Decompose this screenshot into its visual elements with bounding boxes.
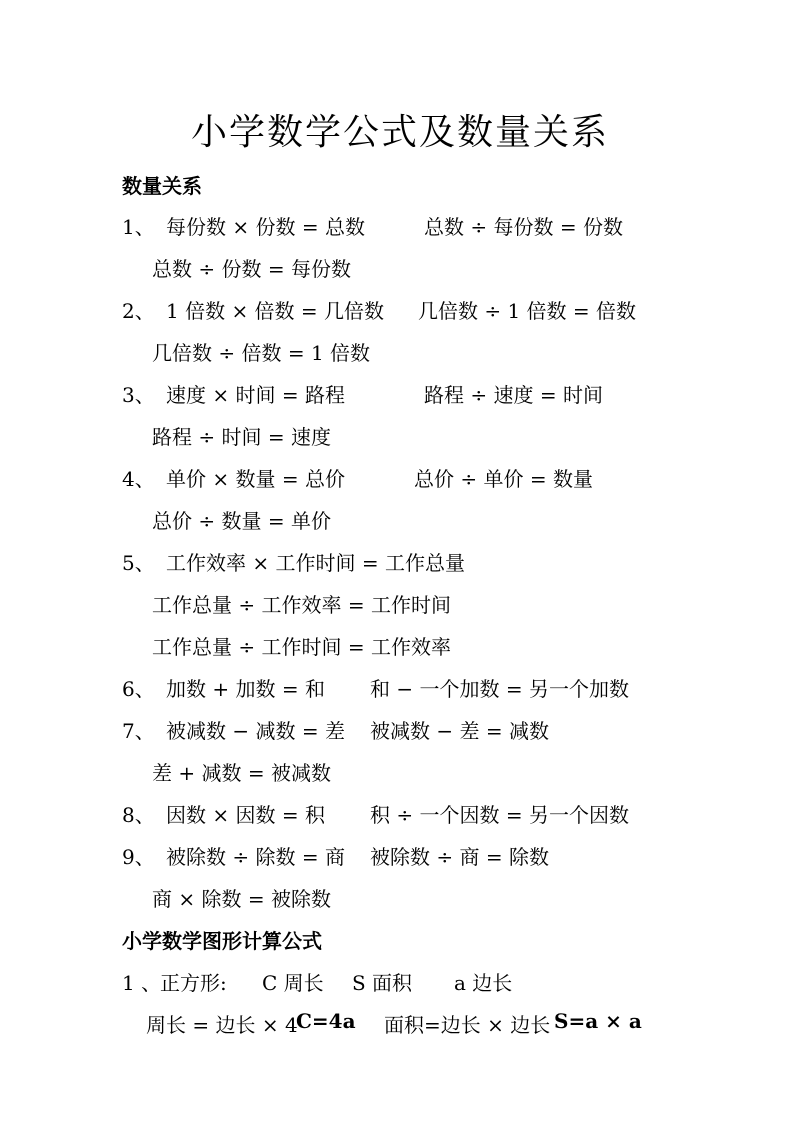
formula: 被减数 − 差 = 减数	[370, 719, 549, 743]
area-symbol: S 面积	[352, 971, 413, 995]
formula: 每份数 × 份数 = 总数	[166, 215, 365, 239]
section-heading-geometry-formulas: 小学数学图形计算公式	[122, 929, 322, 953]
formula: 被减数 − 减数 = 差	[166, 719, 345, 743]
formula: 工作效率 × 工作时间 = 工作总量	[166, 551, 465, 575]
formula: 速度 × 时间 = 路程	[166, 383, 345, 407]
formula: 工作总量 ÷ 工作效率 = 工作时间	[152, 593, 451, 617]
item-number: 1 、	[122, 971, 162, 995]
item-number: 8、	[122, 803, 155, 827]
formula: 几倍数 ÷ 1 倍数 = 倍数	[418, 299, 637, 323]
formula: 单价 × 数量 = 总价	[166, 467, 345, 491]
formula: 被除数 ÷ 除数 = 商	[166, 845, 345, 869]
side-symbol: a 边长	[454, 971, 513, 995]
formula: 路程 ÷ 时间 = 速度	[152, 425, 331, 449]
formula: 1 倍数 × 倍数 = 几倍数	[166, 299, 385, 323]
formula: 总价 ÷ 单价 = 数量	[414, 467, 593, 491]
formula: 加数 + 加数 = 和	[166, 677, 325, 701]
area-formula: S=a × a	[554, 1009, 642, 1033]
perimeter-text: 周长 = 边长 × 4	[146, 1013, 298, 1037]
item-number: 2、	[122, 299, 155, 323]
item-number: 5、	[122, 551, 155, 575]
formula: 总数 ÷ 份数 = 每份数	[152, 257, 351, 281]
formula: 积 ÷ 一个因数 = 另一个因数	[370, 803, 629, 827]
shape-label: 正方形:	[160, 971, 227, 995]
item-number: 9、	[122, 845, 155, 869]
formula: 几倍数 ÷ 倍数 = 1 倍数	[152, 341, 371, 365]
formula: 因数 × 因数 = 积	[166, 803, 325, 827]
page-title: 小学数学公式及数量关系	[190, 112, 609, 153]
item-number: 6、	[122, 677, 155, 701]
formula: 商 × 除数 = 被除数	[152, 887, 331, 911]
item-number: 7、	[122, 719, 155, 743]
item-number: 1、	[122, 215, 155, 239]
item-number: 4、	[122, 467, 155, 491]
formula: 被除数 ÷ 商 = 除数	[370, 845, 549, 869]
formula: 工作总量 ÷ 工作时间 = 工作效率	[152, 635, 451, 659]
formula: 总价 ÷ 数量 = 单价	[152, 509, 331, 533]
section-heading-quantity-relations: 数量关系	[122, 174, 202, 198]
formula: 差 + 减数 = 被减数	[152, 761, 331, 785]
perimeter-formula: C=4a	[296, 1009, 356, 1033]
item-number: 3、	[122, 383, 155, 407]
perimeter-symbol: C 周长	[262, 971, 324, 995]
area-text: 面积=边长 × 边长	[384, 1013, 551, 1037]
formula: 路程 ÷ 速度 = 时间	[424, 383, 603, 407]
formula: 总数 ÷ 每份数 = 份数	[424, 215, 623, 239]
formula: 和 − 一个加数 = 另一个加数	[370, 677, 629, 701]
